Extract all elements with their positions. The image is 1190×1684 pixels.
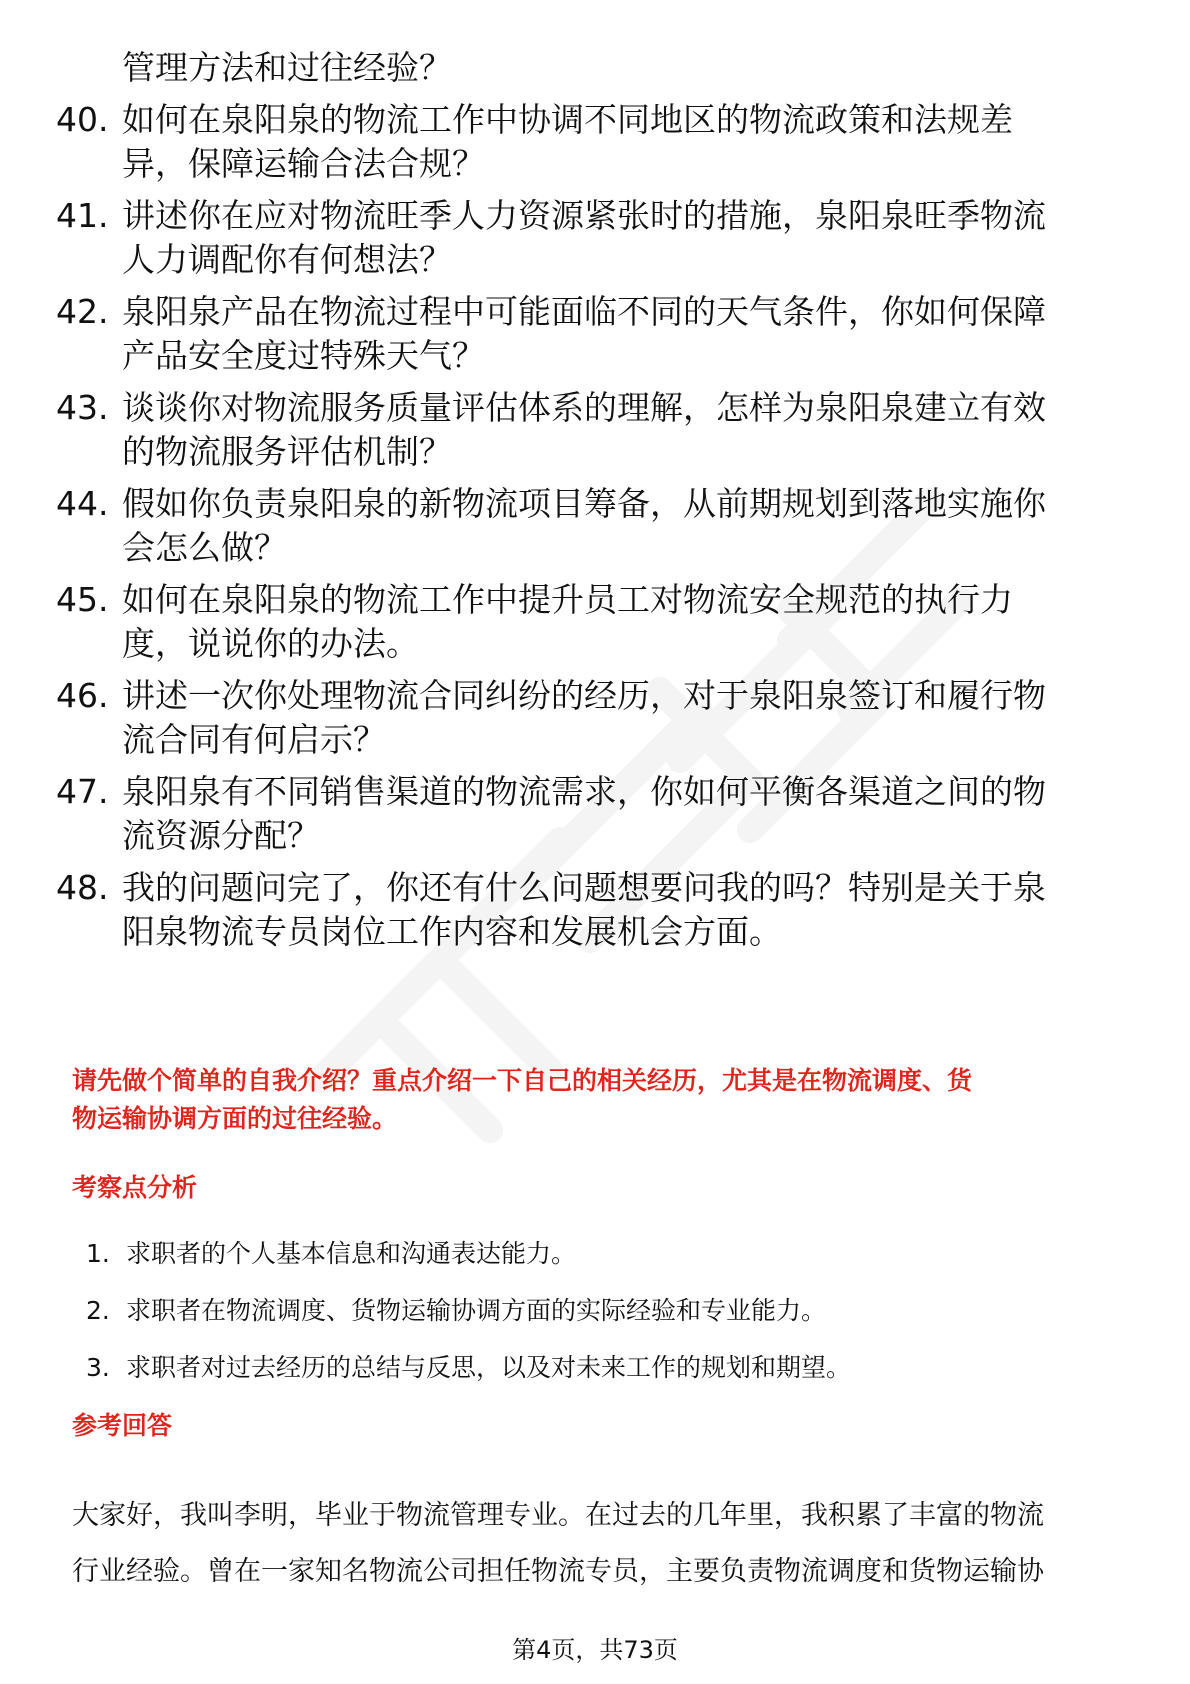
question-number: 45.: [56, 580, 109, 619]
question-text-line: 产品安全度过特殊天气？: [122, 336, 485, 375]
question-text-line: 人力调配你有何想法？: [122, 240, 452, 279]
analysis-item: [86, 1237, 1126, 1294]
prompt-line: 请先做个简单的自我介绍？重点介绍一下自己的相关经历，尤其是在物流调度、货: [72, 1066, 973, 1095]
question-text-line: 谈谈你对物流服务质量评估体系的理解，怎样为泉阳泉建立有效: [122, 388, 1046, 427]
analysis-item-number: 3.: [86, 1353, 110, 1382]
question-text-line: 讲述你在应对物流旺季人力资源紧张时的措施，泉阳泉旺季物流: [122, 196, 1046, 235]
reference-answer: [72, 1488, 1132, 1600]
question-text-line: 会怎么做？: [122, 528, 287, 567]
page-number-footer: 第4页，共73页: [512, 1636, 678, 1664]
question-number: 48.: [56, 868, 109, 907]
question-text-line: 讲述一次你处理物流合同纠纷的经历，对于泉阳泉签订和履行物: [122, 676, 1046, 715]
question-item: [56, 674, 1136, 762]
interview-question-prompt: [72, 1062, 1122, 1138]
question-item: [56, 770, 1136, 858]
question-text-line: 的物流服务评估机制？: [122, 432, 452, 471]
analysis-item-number: 1.: [86, 1239, 110, 1268]
question-item: [56, 194, 1136, 282]
answer-line: 大家好，我叫李明，毕业于物流管理专业。在过去的几年里，我积累了丰富的物流: [72, 1500, 1044, 1531]
question-text-line: 管理方法和过往经验？: [122, 48, 452, 87]
question-text-line: 阳泉物流专员岗位工作内容和发展机会方面。: [122, 912, 782, 951]
question-text-line: 泉阳泉产品在物流过程中可能面临不同的天气条件，你如何保障: [122, 292, 1046, 331]
analysis-list: [86, 1237, 1126, 1408]
answer-heading: 参考回答: [72, 1411, 173, 1440]
question-text-line: 泉阳泉有不同销售渠道的物流需求，你如何平衡各渠道之间的物: [122, 772, 1046, 811]
analysis-item: [86, 1294, 1126, 1351]
question-text-line: 流资源分配？: [122, 816, 320, 855]
question-item: [56, 290, 1136, 378]
question-number: 41.: [56, 196, 109, 235]
question-item: [56, 98, 1136, 186]
question-text-line: 假如你负责泉阳泉的新物流项目筹备，从前期规划到落地实施你: [122, 484, 1046, 523]
question-list: [56, 46, 1136, 962]
question-number: 46.: [56, 676, 109, 715]
analysis-item-text: 求职者对过去经历的总结与反思，以及对未来工作的规划和期望。: [126, 1353, 852, 1382]
question-number: 47.: [56, 772, 109, 811]
question-text-line: 我的问题问完了，你还有什么问题想要问我的吗？特别是关于泉: [122, 868, 1046, 907]
question-number: 43.: [56, 388, 109, 427]
question-text-line: 异，保障运输合法合规？: [122, 144, 485, 183]
analysis-item: [86, 1351, 1126, 1408]
question-number: 40.: [56, 100, 109, 139]
analysis-item-number: 2.: [86, 1296, 110, 1325]
prompt-line: 物运输协调方面的过往经验。: [72, 1104, 398, 1133]
question-number: 44.: [56, 484, 109, 523]
question-item: [56, 386, 1136, 474]
question-text-line: 流合同有何启示？: [122, 720, 386, 759]
answer-line: 行业经验。曾在一家知名物流公司担任物流专员，主要负责物流调度和货物运输协: [72, 1556, 1044, 1587]
analysis-item-text: 求职者在物流调度、货物运输协调方面的实际经验和专业能力。: [126, 1296, 827, 1325]
question-item: [56, 578, 1136, 666]
question-number: 42.: [56, 292, 109, 331]
question-text-line: 如何在泉阳泉的物流工作中提升员工对物流安全规范的执行力: [122, 580, 1013, 619]
analysis-item-text: 求职者的个人基本信息和沟通表达能力。: [126, 1239, 577, 1268]
question-item: [56, 46, 1136, 90]
question-text-line: 如何在泉阳泉的物流工作中协调不同地区的物流政策和法规差: [122, 100, 1013, 139]
question-text-line: 度，说说你的办法。: [122, 624, 419, 663]
question-item: [56, 482, 1136, 570]
analysis-heading: 考察点分析: [72, 1173, 198, 1202]
question-item: [56, 866, 1136, 954]
